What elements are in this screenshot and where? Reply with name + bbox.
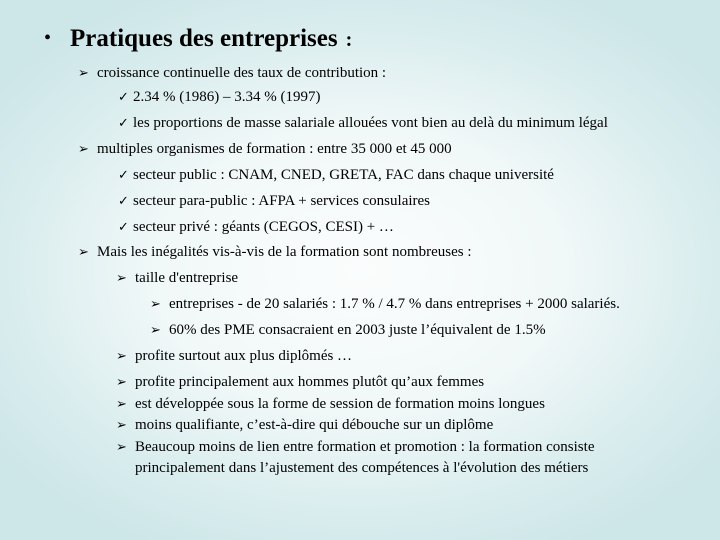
bullet-item (116, 395, 545, 414)
bullet-item (116, 373, 484, 392)
slide-title: Pratiques des entreprises (70, 25, 338, 52)
item-text: entreprises - de 20 salariés : 1.7 % / 4.7 % dans entreprises + 2000 salariés. (169, 296, 620, 312)
check-item (118, 166, 554, 185)
check-bullet-icon: ✓ (118, 194, 129, 209)
item-text: profite surtout aux plus diplômés … (135, 348, 353, 364)
item-text: multiples organismes de formation : entre 35 000 et 45 000 (97, 141, 452, 157)
arrow-bullet-icon: ➢ (116, 397, 127, 412)
arrow-bullet-icon: ➢ (116, 440, 127, 455)
item-text: 2.34 % (1986) – 3.34 % (1997) (133, 89, 321, 105)
check-item (118, 114, 608, 133)
check-bullet-icon: ✓ (118, 168, 129, 183)
arrow-bullet-icon: ➢ (116, 349, 127, 364)
bullet-item (116, 347, 352, 366)
item-text: est développée sous la forme de session de formation moins longues (135, 396, 545, 412)
check-item (118, 218, 394, 237)
bullet-item (150, 321, 546, 340)
item-text: secteur public : CNAM, CNED, GRETA, FAC dans chaque université (133, 167, 554, 183)
bullet-item-continuation (135, 459, 588, 477)
check-item (118, 192, 430, 211)
title-bullet: • (44, 27, 52, 49)
bullet-item (78, 140, 452, 159)
arrow-bullet-icon: ➢ (78, 142, 89, 157)
item-text: moins qualifiante, c’est-à-dire qui débouche sur un diplôme (135, 417, 494, 433)
arrow-bullet-icon: ➢ (116, 418, 127, 433)
item-text: croissance continuelle des taux de contribution : (97, 65, 387, 81)
item-text: les proportions de masse salariale allouées vont bien au delà du minimum légal (133, 115, 608, 131)
item-text: secteur privé : géants (CEGOS, CESI) + … (133, 219, 394, 235)
item-text: secteur para-public : AFPA + services consulaires (133, 193, 431, 209)
item-text: Beaucoup moins de lien entre formation et promotion : la formation consiste (135, 439, 595, 455)
bullet-item (116, 269, 238, 288)
bullet-item (78, 64, 386, 83)
arrow-bullet-icon: ➢ (116, 271, 127, 286)
check-bullet-icon: ✓ (118, 220, 129, 235)
bullet-item (78, 243, 472, 262)
item-text: profite principalement aux hommes plutôt qu’aux femmes (135, 374, 485, 390)
item-text: taille d'entreprise (135, 270, 239, 286)
arrow-bullet-icon: ➢ (78, 66, 89, 81)
arrow-bullet-icon: ➢ (78, 245, 89, 260)
bullet-item (116, 438, 594, 457)
item-text: Mais les inégalités vis-à-vis de la formation sont nombreuses : (97, 244, 472, 260)
check-item (118, 88, 320, 107)
arrow-bullet-icon: ➢ (116, 375, 127, 390)
arrow-bullet-icon: ➢ (150, 323, 161, 338)
bullet-item (150, 295, 620, 314)
item-text: 60% des PME consacraient en 2003 juste l’équivalent de 1.5% (169, 322, 546, 338)
check-bullet-icon: ✓ (118, 116, 129, 131)
item-text: principalement dans l’ajustement des compétences à l'évolution des métiers (135, 460, 589, 476)
arrow-bullet-icon: ➢ (150, 297, 161, 312)
slide-title-row (44, 25, 352, 53)
title-colon: : (345, 29, 353, 51)
check-bullet-icon: ✓ (118, 90, 129, 105)
bullet-item (116, 416, 493, 435)
